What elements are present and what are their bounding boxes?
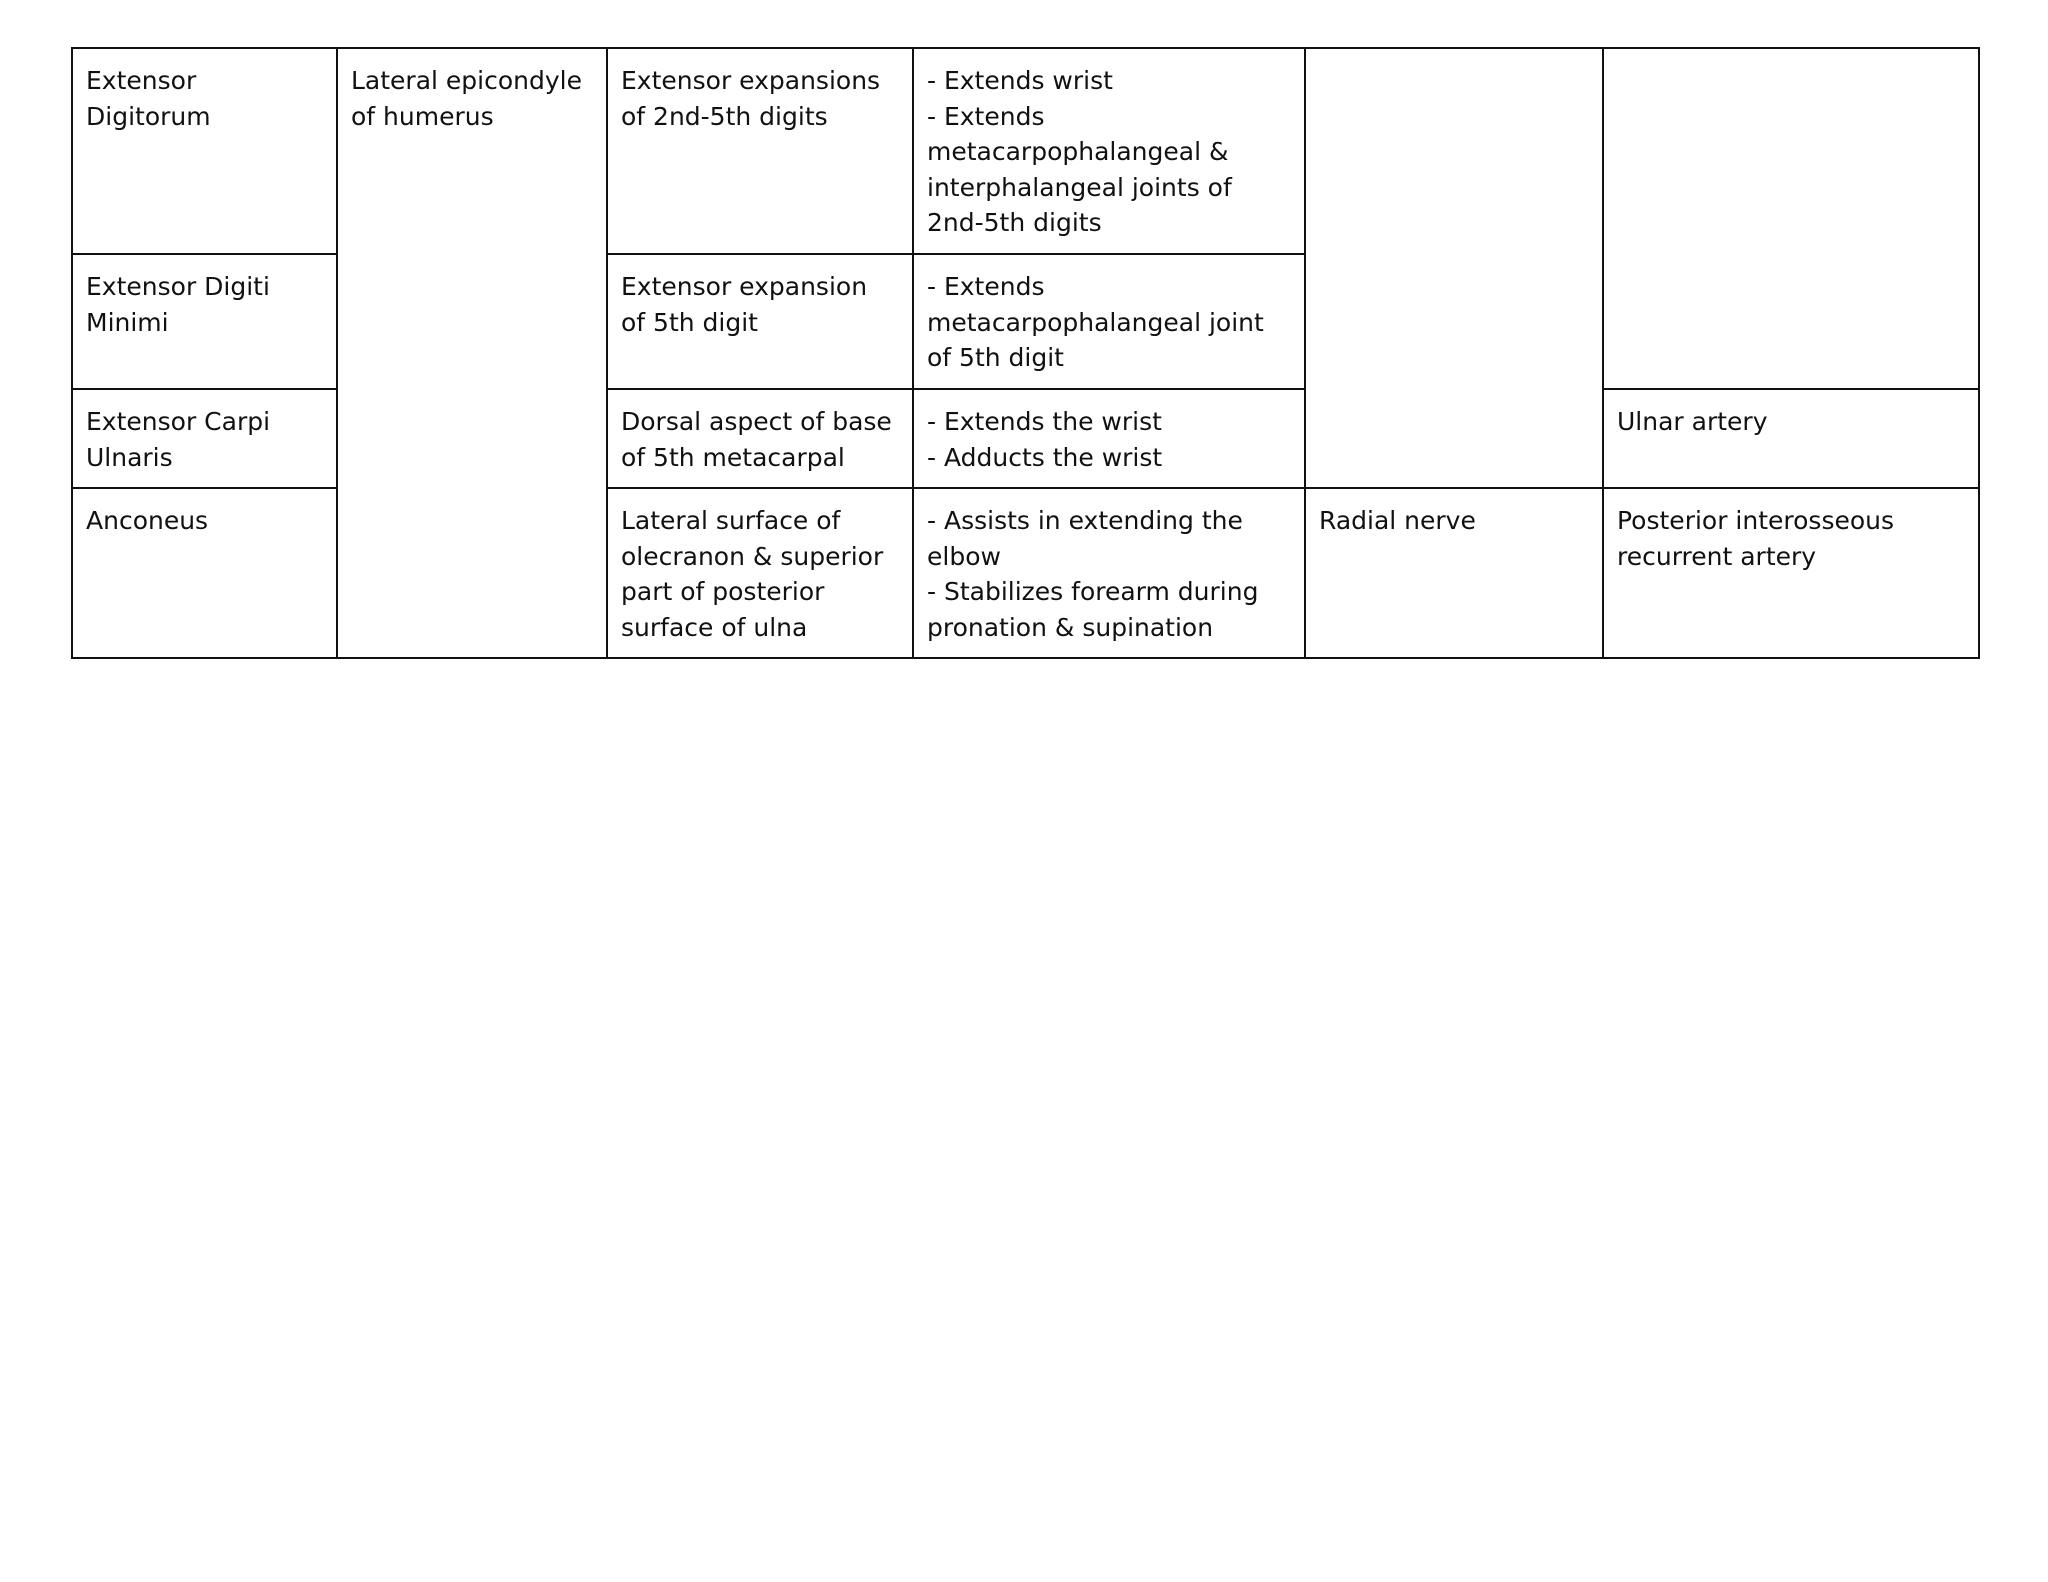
action-line: - Adducts the wrist: [927, 442, 1163, 472]
action-line: - Assists in extending the elbow: [927, 506, 1243, 571]
muscle-name-cell: [72, 488, 337, 658]
insertion-cell: [607, 254, 913, 389]
muscle-name: Extensor Carpi Ulnaris: [86, 407, 271, 472]
action-line: - Extends wrist: [927, 66, 1113, 95]
origin-text: Lateral epicondyle of humerus: [351, 66, 582, 131]
action-cell: [913, 389, 1305, 488]
muscle-name-cell: [72, 389, 337, 488]
innervation-cell: [1305, 488, 1603, 658]
insertion-cell: [607, 488, 913, 658]
blood-supply-text: Ulnar artery: [1617, 407, 1768, 436]
insertion-cell: [607, 389, 913, 488]
blood-supply-text: Posterior interosseous recurrent artery: [1617, 506, 1895, 571]
action-line: - Extends the wrist: [927, 407, 1162, 436]
muscle-name: Extensor Digiti Minimi: [86, 272, 270, 337]
action-line: - Stabilizes forearm during pronation & supination: [927, 577, 1259, 642]
muscle-table: [71, 47, 1980, 659]
action-line: - Extends metacarpophalangeal & interphalangeal joints of 2nd-5th digits: [927, 101, 1232, 237]
muscle-name: Anconeus: [86, 506, 209, 535]
blood-supply-cell-empty: [1603, 48, 1979, 389]
insertion-text: Lateral surface of olecranon & superior part of posterior surface of ulna: [621, 506, 884, 642]
insertion-cell: [607, 48, 913, 254]
table-row-extensor-digitorum: [72, 48, 1979, 254]
blood-supply-cell: [1603, 488, 1979, 658]
innervation-cell-empty: [1305, 48, 1603, 488]
action-cell: [913, 254, 1305, 389]
origin-cell: [337, 48, 607, 658]
action-cell: [913, 48, 1305, 254]
muscle-name: Extensor Digitorum: [86, 66, 211, 131]
action-cell: [913, 488, 1305, 658]
insertion-text: Extensor expansions of 2nd-5th digits: [621, 66, 881, 131]
insertion-text: Dorsal aspect of base of 5th metacarpal: [621, 407, 892, 472]
blood-supply-cell: [1603, 389, 1979, 488]
innervation-text: Radial nerve: [1319, 506, 1476, 535]
action-line: - Extends metacarpophalangeal joint of 5th digit: [927, 272, 1264, 372]
insertion-text: Extensor expansion of 5th digit: [621, 272, 868, 337]
muscle-name-cell: [72, 48, 337, 254]
muscle-name-cell: [72, 254, 337, 389]
